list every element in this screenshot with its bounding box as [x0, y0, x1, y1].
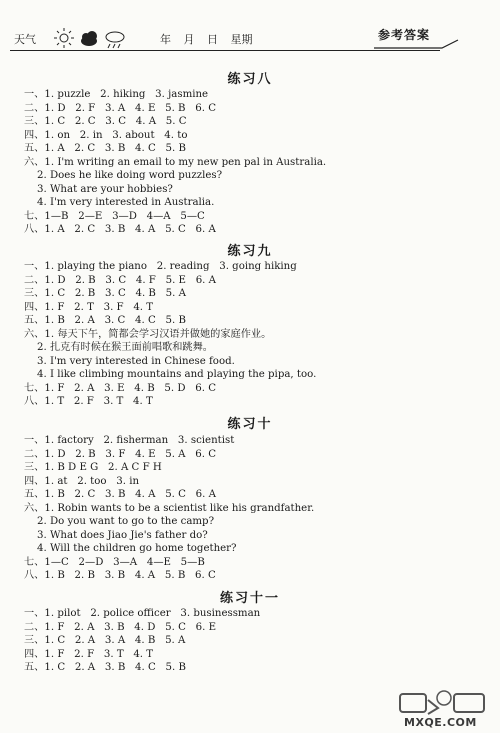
answer-line: 六、1. 每天下午，简都会学习汉语并做她的家庭作业。 — [24, 328, 272, 340]
rain-cloud-icon — [106, 32, 124, 48]
section-title: 练习十 — [227, 417, 273, 432]
page-header — [0, 0, 500, 56]
weather-label: 天气 — [14, 33, 36, 46]
cloud-icon — [81, 31, 97, 46]
answer-line: 三、1. C 2. A 3. A 4. B 5. A — [24, 635, 186, 646]
answer-line: 2. 扎克有时候在猴王面前唱歌和跳舞。 — [37, 342, 213, 353]
answer-line: 四、1. F 2. T 3. F 4. T — [24, 301, 154, 313]
answer-line: 五、1. B 2. A 3. C 4. C 5. B — [24, 315, 186, 326]
answer-line: 七、1. F 2. A 3. E 4. B 5. D 6. C — [24, 382, 217, 394]
answer-line: 一、1. playing the piano 2. reading 3. going hiking — [24, 261, 297, 272]
answer-line: 七、1—C 2—D 3—A 4—E 5—B — [24, 556, 205, 568]
answer-line: 3. I'm very interested in Chinese food. — [37, 355, 235, 367]
answer-line: 四、1. at 2. too 3. in — [24, 475, 140, 487]
answer-line: 4. Will the children go home together? — [37, 543, 237, 554]
answer-line: 一、1. pilot 2. police officer 3. businessman — [24, 608, 261, 619]
answer-line: 三、1. C 2. B 3. C 4. B 5. A — [24, 288, 186, 299]
answer-line: 五、1. C 2. A 3. B 4. C 5. B — [24, 662, 186, 673]
answer-line: 六、1. I'm writing an email to my new pen pal in Australia. — [24, 156, 327, 168]
answer-line: 二、1. F 2. A 3. B 4. D 5. C 6. E — [24, 621, 217, 633]
answer-line: 八、1. T 2. F 3. T 4. T — [24, 396, 153, 407]
answer-line: 4. I'm very interested in Australia. — [37, 197, 215, 208]
section-title: 练习九 — [227, 244, 273, 259]
answer-line: 五、1. B 2. C 3. B 4. A 5. C 6. A — [24, 489, 216, 500]
weather-icons — [53, 26, 143, 50]
answer-line: 2. Do you want to go to the camp? — [37, 516, 215, 527]
answer-line: 八、1. B 2. B 3. B 4. A 5. B 6. C — [24, 570, 216, 581]
answer-line: 二、1. D 2. B 3. F 4. E 5. A 6. C — [24, 448, 217, 460]
answer-line: 3. What are your hobbies? — [37, 183, 173, 195]
answer-key-badge: 参考答案 — [378, 28, 431, 42]
watermark-text: MXQE.COM — [404, 716, 477, 729]
sun-icon — [54, 28, 74, 48]
answer-line: 二、1. D 2. F 3. A 4. E 5. B 6. C — [24, 102, 217, 114]
answer-line: 3. What does Jiao Jie's father do? — [37, 529, 208, 541]
answer-line: 四、1. F 2. F 3. T 4. T — [24, 648, 154, 660]
answer-line: 六、1. Robin wants to be a scientist like his grandfather. — [24, 502, 315, 514]
answer-line: 三、1. B D E G 2. A C F H — [24, 462, 162, 473]
answer-line: 四、1. on 2. in 3. about 4. to — [24, 129, 188, 141]
section-title: 练习八 — [227, 72, 273, 87]
section-title: 练习十一 — [219, 591, 280, 606]
answer-line: 二、1. D 2. B 3. C 4. F 5. E 6. A — [24, 274, 217, 286]
answer-line: 八、1. A 2. C 3. B 4. A 5. C 6. A — [24, 224, 216, 235]
date-label: 年 月 日 星期 — [160, 33, 253, 46]
answer-line: 4. I like climbing mountains and playing the pipa, too. — [37, 369, 317, 380]
answer-line: 五、1. A 2. C 3. B 4. C 5. B — [24, 143, 186, 154]
answer-line: 三、1. C 2. C 3. C 4. A 5. C — [24, 116, 187, 127]
answer-line: 七、1—B 2—E 3—D 4—A 5—C — [24, 210, 205, 222]
answer-line: 一、1. factory 2. fisherman 3. scientist — [24, 435, 235, 446]
answer-line: 2. Does he like doing word puzzles? — [37, 170, 223, 181]
answer-line: 一、1. puzzle 2. hiking 3. jasmine — [24, 89, 209, 100]
